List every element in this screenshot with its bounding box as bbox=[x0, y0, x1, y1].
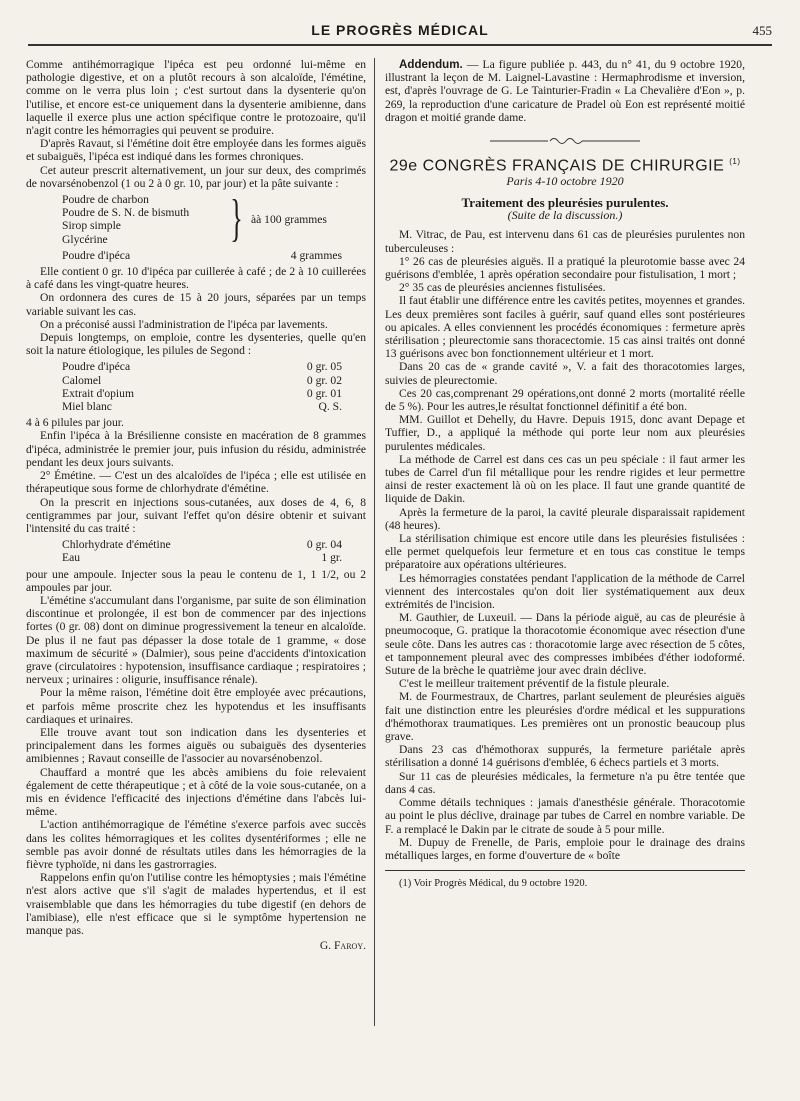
recipe-value: 0 gr. 01 bbox=[306, 386, 342, 400]
paragraph: 1° 26 cas de pleurésies aiguës. Il a pratiqué la pleurotomie basse avec 24 guérisons d'emblée, 1 après opération secondaire pour fistulisation, 1 mort ; bbox=[385, 254, 745, 281]
column-divider bbox=[374, 58, 375, 1026]
paragraph: M. Gauthier, de Luxeuil. — Dans la période aiguë, au cas de pleurésie à pneumocoque, G. pratique la thoracotomie économique avec résection d'une seule côte. Dans les autres cas : thoracotomie large avec résection de 5 côtes, et tamponnement pleural avec des compresses imbibées d'éther iodoformé. Suture de la brèche le quatrième jour avec drain déclive. bbox=[385, 611, 745, 678]
recipe-value: 1 gr. bbox=[321, 551, 342, 565]
paragraph: D'après Ravaut, si l'émétine doit être employée dans les formes aiguës et subaiguës, l'ipéca est indiqué dans les formes chroniques. bbox=[26, 137, 366, 164]
recipe-paste bbox=[62, 190, 366, 248]
paragraph: 4 à 6 pilules par jour. bbox=[26, 416, 124, 430]
paragraph: Après la fermeture de la paroi, la cavité pleurale disparaissait rapidement (48 heures). bbox=[385, 505, 745, 532]
paragraph: Il faut établir une différence entre les cavités petites, moyennes et grandes. Les deux premières sont faciles à guérir, sauf quand elles sont postérieures ou apicales. A elles conviennent les procédés économiques : fermeture après stérilisation ; pleurectomie sans thoracectomie. 15 cas ainsi traités ont donné 13 guérisons avec bon fonctionnement ultérieur et 1 mort. bbox=[385, 294, 745, 361]
footnote-rule bbox=[385, 870, 745, 871]
recipe-item: Miel blanc bbox=[62, 400, 112, 414]
recipe-item: Sirop simple bbox=[62, 219, 121, 233]
paragraph: Depuis longtemps, on emploie, contre les dysenteries, quelle qu'en soit la nature étiologique, les pilules de Segond : bbox=[26, 331, 366, 358]
recipe-item: Chlorhydrate d'émétine bbox=[62, 538, 171, 552]
paragraph: Elle trouve avant tout son indication dans les dysenteries et principalement dans les formes aiguës ou subaiguës des dysenteries amibiennes ; Ravaut conseille de l'associer au novarsénobenzol. bbox=[26, 725, 366, 766]
paragraph: C'est le meilleur traitement préventif de la fistule pleurale. bbox=[399, 677, 670, 691]
recipe-item: Poudre de charbon bbox=[62, 193, 149, 207]
paragraph: On ordonnera des cures de 15 à 20 jours, séparées par un temps variable suivant les cas. bbox=[26, 291, 366, 318]
page-number: 455 bbox=[752, 23, 772, 38]
recipe-brace-value: àà 100 grammes bbox=[250, 212, 327, 226]
congress-title-text: 29e CONGRÈS FRANÇAIS DE CHIRURGIE bbox=[389, 157, 725, 175]
section-title: Traitement des pleurésies purulentes. bbox=[461, 194, 669, 210]
recipe-item: Extrait d'opium bbox=[62, 386, 134, 400]
paragraph: Chauffard a montré que les abcès amibiens du foie relevaient également de cette thérapeutique ; et à côté de la voie sous-cutanée, on a mis en évidence l'efficacité des injections d'émétine dans l'abcès lui-même. bbox=[26, 765, 366, 819]
paragraph: Dans 23 cas d'hémothorax suppurés, la fermeture pariétale après stérilisation a donné 14 guérisons d'emblée, 6 échecs partiels et 3 morts. bbox=[385, 743, 745, 770]
paragraph: L'émétine s'accumulant dans l'organisme, par suite de son élimination discontinue et prolongée, il est bon de commencer par des injections fortes (0 gr. 08) dont on diminue progressivement la teneur en alcaloïde. De plus il ne faut pas dépasser la dose totale de 1 gramme, « dose maximum de sécurité » (Dalmier), sous peine d'accidents d'intoxication grave (circulatoires : hypotension, insuffisance cardiaque ; respiratoires ; nerveux ; urinaires : oligurie, insuffisance rénale). bbox=[26, 593, 366, 687]
congress-title bbox=[385, 155, 745, 173]
paragraph: On la prescrit en injections sous-cutanées, aux doses de 4, 6, 8 centigrammes par jour, suivant l'effet qu'on désire obtenir et suivant l'intensité du cas traité : bbox=[26, 495, 366, 535]
paragraph: M. Vitrac, de Pau, est intervenu dans 61 cas de pleurésies purulentes non tuberculeuses : bbox=[385, 228, 745, 255]
recipe-item: Poudre de S. N. de bismuth bbox=[62, 206, 190, 220]
paragraph: MM. Guillot et Dehelly, du Havre. Depuis 1915, donc avant Depage et Tuffier, D., a appliqué la méthode qui porte leur nom aux pleurésies purulentes médicales. bbox=[385, 413, 745, 453]
ornament-line-icon bbox=[490, 136, 640, 146]
paragraph: Elle contient 0 gr. 10 d'ipéca par cuillerée à café ; de 2 à 10 cuillerées à café dans les vingt-quatre heures. bbox=[26, 265, 366, 292]
paragraph: Comme détails techniques : jamais d'anesthésie générale. Thoracotomie au point le plus déclive, drainage par tubes de Carrel en nombre variable. De F. a remplacé le Dakin par le citrate de soude à 5 pour mille. bbox=[385, 796, 745, 836]
paragraph: Ces 20 cas,comprenant 29 opérations,ont donné 2 morts (mortalité réelle de 5 %). Pour les autres,le résultat fonctionnel définitif a été bon. bbox=[385, 386, 745, 413]
paragraph: La méthode de Carrel est dans ces cas un peu spéciale : il faut armer les tubes de Carrel d'un fil métallique pour les rendre rigides et leur permettre ainsi de rester exactement là où on les place. Il faut une grande quantité de liquide de Dakin. bbox=[385, 452, 745, 506]
paragraph: 2° 35 cas de pleurésies anciennes fistulisées. bbox=[399, 281, 606, 295]
page-header bbox=[28, 22, 772, 46]
recipe-value: 4 grammes bbox=[290, 248, 342, 262]
author-signature: G. Faroy. bbox=[319, 939, 366, 953]
addendum bbox=[385, 58, 745, 124]
recipe-value: 0 gr. 02 bbox=[306, 373, 342, 387]
recipe-item: Poudre d'ipéca bbox=[62, 360, 131, 374]
recipe-value: 0 gr. 05 bbox=[306, 360, 342, 374]
addendum-text: — La figure publiée p. 443, du n° 41, du 9 octobre 1920, illustrant la leçon de M. Laignel-Lavastine : Hermaphrodisme et inversion, est, d'après l'ouvrage de G. Le Tainturier-Fradin « La Chevalière d'Eon », p. 269, la reproduction d'une caricature de Pradel où Eon est représenté moitié dragon et moitié grande dame. bbox=[385, 58, 746, 124]
paragraph: On a préconisé aussi l'administration de l'ipéca par lavements. bbox=[40, 317, 328, 331]
recipe-item: Glycérine bbox=[62, 232, 108, 246]
paragraph: Rappelons enfin qu'on l'utilise contre les hémoptysies ; mais l'émétine n'est alors active que s'il s'agit de malades hypertendus, et il est vraisemblable que dans les hémorragies du tube digestif (en dehors de l'amibiase), elle n'est efficace que si le symptôme hypertension ne manque pas. bbox=[26, 871, 366, 937]
recipe-braced-items bbox=[62, 193, 222, 246]
paragraph: Cet auteur prescrit alternativement, un jour sur deux, des comprimés de novarsénobenzol (1 ou 2 à 0 gr. 10, par jour) et la pâte suivante : bbox=[26, 163, 366, 190]
left-column bbox=[26, 58, 366, 952]
paragraph: M. Dupuy de Frenelle, de Paris, emploie pour le drainage des drains métalliques larges, en forme d'ouverture de « boîte bbox=[385, 835, 745, 862]
journal-title: LE PROGRÈS MÉDICAL bbox=[311, 22, 489, 38]
recipe-segond bbox=[62, 360, 366, 413]
paragraph: Enfin l'ipéca à la Brésilienne consiste en macération de 8 grammes d'ipéca, administrée le premier jour, puis infusion du résidu, administrée pendant les deux jours suivants. bbox=[26, 429, 366, 469]
paragraph: L'action antihémorragique de l'émétine s'exerce parfois avec succès dans les colites hémorragiques et les colites dysentériformes ; elle ne semble pas avoir donné de résultats utiles dans les hémorragies de la fièvre typhoïde, ni dans les gastrorragies. bbox=[26, 818, 366, 871]
paragraph: pour une ampoule. Injecter sous la peau le contenu de 1, 1 1/2, ou 2 ampoules par jour. bbox=[26, 567, 366, 594]
paragraph: Sur 11 cas de pleurésies médicales, la fermeture n'a pu être tentée que dans 4 cas. bbox=[385, 769, 745, 796]
paragraph: Pour la même raison, l'émétine doit être employée avec précautions, et parfois même proscrite chez les hypotendus et les insuffisants cardiaques et urinaires. bbox=[26, 686, 366, 726]
right-column bbox=[385, 58, 745, 890]
recipe-item: Calomel bbox=[62, 373, 102, 387]
paragraph: 2° Émétine. — C'est un des alcaloïdes de l'ipéca ; elle est utilisée en thérapeutique sous forme de chlorhydrate d'émétine. bbox=[26, 469, 366, 496]
section-subtitle: (Suite de la discussion.) bbox=[507, 208, 623, 223]
paragraph: Comme antihémorragique l'ipéca est peu ordonné lui-même en pathologie digestive, et on a plutôt recours à son alcaloïde, l'émétine, comme on le verra plus loin ; c'est surtout dans la dysenterie qu'on l'utilise, et encore est-ce uniquement dans la dysenterie amibienne, dans laquelle il exerce plus une action spécifique contre le protozoaire, qu'il n'agit contre les hémorragies qui peuvent se produire. bbox=[26, 58, 366, 138]
congress-place-date: Paris 4-10 octobre 1920 bbox=[506, 173, 624, 188]
recipe-item: Eau bbox=[62, 551, 81, 565]
footnote: (1) Voir Progrès Médical, du 9 octobre 1920. bbox=[399, 878, 588, 890]
paragraph: La stérilisation chimique est encore utile dans les pleurésies fistulisées : elle permet quelquefois leur fermeture et en tous cas constitue le temps préparatoire aux opérations ultérieures. bbox=[385, 532, 745, 572]
recipe-value: Q. S. bbox=[318, 400, 342, 414]
brace-glyph: } bbox=[230, 190, 243, 248]
recipe-item: Poudre d'ipéca bbox=[62, 248, 131, 262]
addendum-label: Addendum. bbox=[399, 58, 463, 71]
paragraph: M. de Fourmestraux, de Chartres, parlant seulement de pleurésies aiguës fait une distinction entre les pleurésies d'ordre médical et les suppurations d'hémothorax traumatiques. Les premières ont un pronostic beaucoup plus grave. bbox=[385, 690, 745, 744]
recipe-emetine bbox=[62, 538, 366, 564]
recipe-last-row bbox=[62, 249, 366, 262]
paragraph: Les hémorragies constatées pendant l'application de la méthode de Carrel viennent des intercostales qu'on doit lier systématiquement aux deux extrémités de l'incision. bbox=[385, 571, 745, 612]
footnote-mark: (1) bbox=[729, 157, 741, 167]
section-ornament bbox=[385, 134, 745, 147]
recipe-value: 0 gr. 04 bbox=[306, 538, 342, 552]
paragraph: Dans 20 cas de « grande cavité », V. a fait des thoracotomies larges, suivies de pleurectomie. bbox=[385, 360, 745, 387]
